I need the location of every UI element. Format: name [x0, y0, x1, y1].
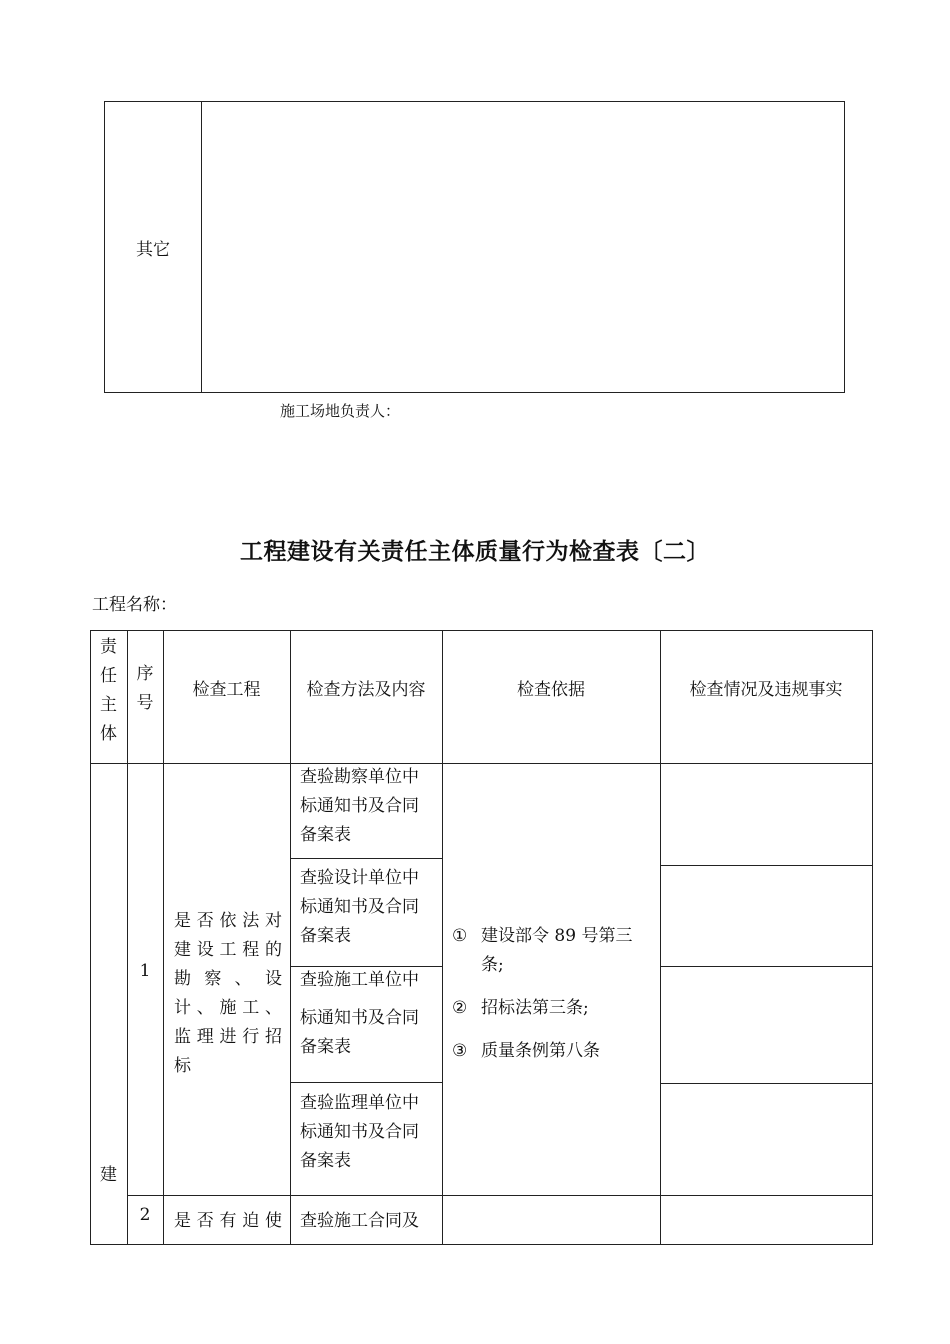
- table-row-line: [290, 858, 443, 859]
- header-seq-char: 序: [136, 664, 154, 684]
- header-seq-char: 号: [136, 693, 154, 713]
- row1-method-survey: [300, 763, 440, 850]
- page-title: 工程建设有关责任主体质量行为检查表〔二〕: [240, 539, 710, 565]
- header-item: 检查工程: [192, 679, 261, 700]
- table-header-bottom: [90, 763, 873, 764]
- method-line: 备案表: [300, 1037, 351, 1057]
- table-row-line: [660, 966, 873, 967]
- basis-line: 招标法第三条;: [481, 998, 589, 1018]
- method-line: 查验勘察单位中: [300, 767, 419, 787]
- row2-seq: 2: [139, 1205, 151, 1225]
- table-row-line: [660, 1083, 873, 1084]
- header-subject-char: 体: [100, 724, 117, 744]
- table-row-line: [660, 865, 873, 866]
- method-line: 标通知书及合同: [300, 1122, 419, 1142]
- method-line: 备案表: [300, 825, 351, 845]
- table-row-line: [127, 1195, 873, 1196]
- row1-item: [174, 907, 282, 1081]
- row1-method-supervision: [300, 1089, 440, 1176]
- project-name-label: 工程名称：: [92, 595, 177, 615]
- header-subject: [90, 630, 127, 749]
- row1-method-construction: [300, 966, 440, 1062]
- method-line: 标通知书及合同: [300, 897, 419, 917]
- method-line: 查验监理单位中: [300, 1093, 419, 1113]
- row2-method: [300, 1207, 440, 1236]
- table-border-right: [872, 630, 873, 1245]
- method-line: 备案表: [300, 1151, 351, 1171]
- row1-item-line: 勘察、设: [174, 969, 282, 989]
- row2-item: [174, 1207, 282, 1236]
- row1-seq: 1: [139, 961, 151, 981]
- header-basis: 检查依据: [517, 679, 585, 700]
- basis-line: 质量条例第八条: [481, 1041, 600, 1061]
- basis-mark: ②: [452, 998, 468, 1018]
- method-line: 查验施工单位中: [300, 970, 419, 990]
- row1-method-design: [300, 864, 440, 951]
- row1-item-line: 标: [174, 1056, 191, 1076]
- basis-line: 建设部令 89 号第三: [481, 926, 633, 946]
- basis-mark: ①: [452, 926, 468, 946]
- header-seq: [127, 660, 163, 718]
- basis-mark: ③: [452, 1041, 468, 1061]
- method-line: 备案表: [300, 926, 351, 946]
- header-method: 检查方法及内容: [306, 679, 426, 700]
- method-line: 标通知书及合同: [300, 796, 419, 816]
- method-line: 标通知书及合同: [300, 1008, 419, 1028]
- header-subject-char: 责: [100, 637, 117, 657]
- basis-line: 条;: [481, 955, 504, 975]
- site-manager-label: 施工场地负责人：: [280, 402, 401, 420]
- header-result: 检查情况及违规事实: [689, 679, 843, 700]
- other-label: 其它: [136, 239, 170, 260]
- header-subject-char: 任: [100, 666, 117, 686]
- method-line: 查验施工合同及: [300, 1211, 419, 1231]
- row2-item-line: 是否有迫使: [174, 1211, 282, 1231]
- table-row-line: [290, 1082, 443, 1083]
- row1-item-line: 计、施工、: [174, 998, 282, 1018]
- subject-char: 建: [100, 1165, 117, 1185]
- row1-item-line: 建设工程的: [174, 940, 282, 960]
- row1-item-line: 监理进行招: [174, 1027, 282, 1047]
- method-line: 查验设计单位中: [300, 868, 419, 888]
- header-subject-char: 主: [100, 695, 117, 715]
- row1-item-line: 是否依法对: [174, 911, 282, 931]
- table-border-bottom: [90, 1244, 873, 1245]
- table-col-line: [127, 630, 128, 1245]
